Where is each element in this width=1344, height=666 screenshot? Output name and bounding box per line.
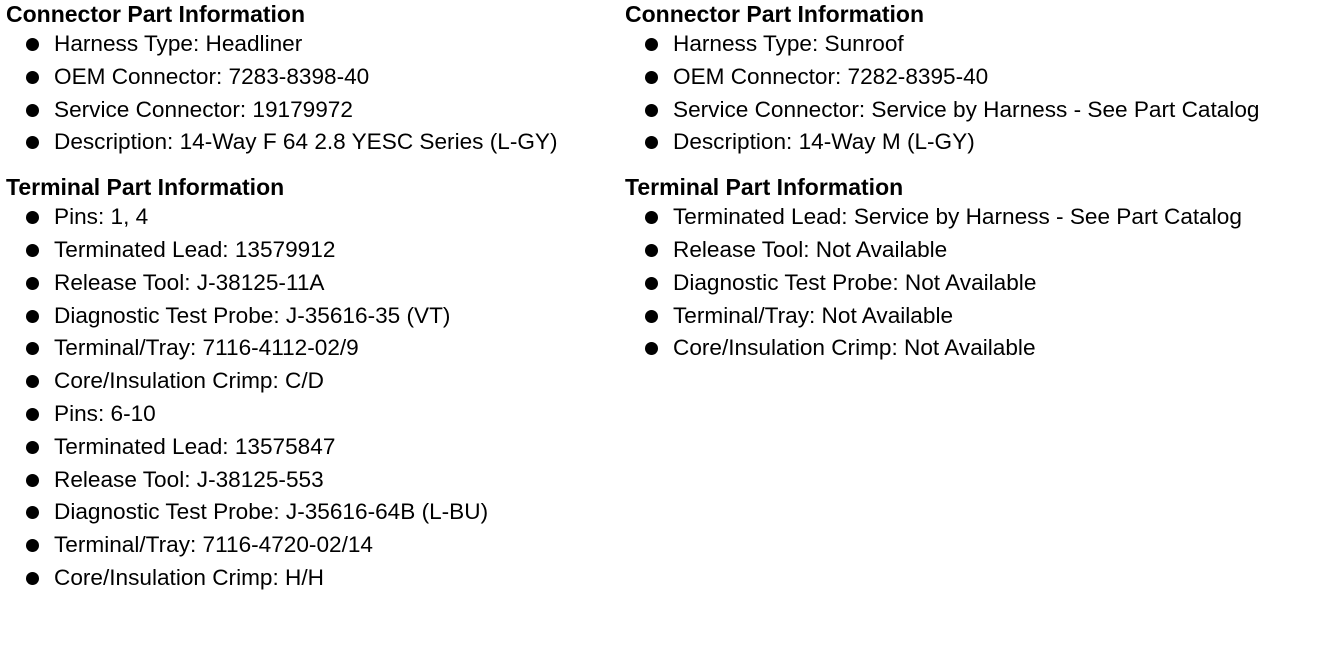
- list-item: [6, 28, 616, 61]
- list-item: [6, 562, 616, 595]
- connector-harness-type: Harness Type: Headliner: [54, 31, 303, 56]
- bullet-icon: [26, 104, 39, 117]
- terminal-crimp: Core/Insulation Crimp: C/D: [54, 368, 324, 394]
- list-item: [6, 300, 616, 333]
- bullet-icon: [645, 310, 658, 323]
- connector-harness-type: Harness Type: Sunroof: [673, 31, 904, 56]
- bullet-icon: [645, 342, 658, 355]
- bullet-icon: [26, 375, 39, 388]
- list-item: [6, 332, 616, 365]
- bullet-icon: [26, 408, 39, 421]
- terminal-part-heading: Terminal Part Information: [6, 174, 285, 201]
- bullet-icon: [26, 539, 39, 552]
- terminal-crimp: Core/Insulation Crimp: Not Available: [673, 335, 1036, 361]
- bullet-icon: [26, 310, 39, 323]
- list-item: [6, 267, 616, 300]
- bullet-icon: [645, 244, 658, 257]
- connector-part-list: [625, 28, 1340, 159]
- terminal-part-list-1: [625, 201, 1340, 365]
- connector-part-heading: Connector Part Information: [625, 1, 925, 27]
- list-item: [6, 496, 616, 529]
- terminal-crimp: Core/Insulation Crimp: H/H: [54, 564, 324, 590]
- list-item: [625, 201, 1340, 234]
- bullet-icon: [26, 211, 39, 224]
- bullet-icon: [26, 136, 39, 149]
- left-column: [6, 0, 616, 595]
- list-item: [625, 234, 1340, 267]
- list-item: [625, 300, 1340, 333]
- bullet-icon: [26, 244, 39, 257]
- terminal-tray: Terminal/Tray: Not Available: [673, 302, 954, 328]
- list-item: [6, 464, 616, 497]
- list-item: [6, 398, 616, 431]
- list-item: [625, 267, 1340, 300]
- bullet-icon: [26, 71, 39, 84]
- bullet-icon: [645, 136, 658, 149]
- terminal-part-heading: Terminal Part Information: [625, 174, 904, 201]
- bullet-icon: [26, 342, 39, 355]
- terminal-release-tool: Release Tool: J-38125-11A: [54, 269, 325, 295]
- terminal-part-list-1: [6, 201, 616, 398]
- list-item: [6, 365, 616, 398]
- connector-oem: OEM Connector: 7282-8395-40: [673, 63, 989, 89]
- list-item: [625, 61, 1340, 94]
- bullet-icon: [26, 277, 39, 290]
- bullet-icon: [26, 441, 39, 454]
- list-item: [6, 201, 616, 234]
- list-item: [625, 332, 1340, 365]
- terminal-tray: Terminal/Tray: 7116-4720-02/14: [54, 532, 373, 558]
- bullet-icon: [26, 38, 39, 51]
- list-item: [6, 94, 616, 127]
- connector-part-heading: Connector Part Information: [6, 1, 306, 27]
- terminal-release-tool: Release Tool: Not Available: [673, 236, 948, 262]
- bullet-icon: [26, 572, 39, 585]
- terminal-pins: Pins: 6-10: [54, 400, 156, 426]
- list-item: [625, 94, 1340, 127]
- list-item: [6, 61, 616, 94]
- terminal-terminated-lead: Terminated Lead: Service by Harness - See Part Catalog: [673, 204, 1242, 230]
- terminal-test-probe: Diagnostic Test Probe: J-35616-35 (VT): [54, 302, 451, 328]
- bullet-icon: [26, 474, 39, 487]
- right-column: [625, 0, 1340, 365]
- list-item: [6, 431, 616, 464]
- connector-oem: OEM Connector: 7283-8398-40: [54, 63, 370, 89]
- terminal-part-list-2: [6, 398, 616, 595]
- connector-service: Service Connector: 19179972: [54, 96, 353, 122]
- list-item: [625, 28, 1340, 61]
- connector-part-list: [6, 28, 616, 159]
- list-item: [6, 234, 616, 267]
- bullet-icon: [645, 277, 658, 290]
- terminal-pins: Pins: 1, 4: [54, 204, 149, 230]
- connector-service: Service Connector: Service by Harness - See Part Catalog: [673, 96, 1260, 122]
- list-item: [6, 529, 616, 562]
- terminal-release-tool: Release Tool: J-38125-553: [54, 466, 324, 492]
- list-item: [625, 126, 1340, 159]
- terminal-terminated-lead: Terminated Lead: 13575847: [54, 433, 336, 459]
- connector-description: Description: 14-Way F 64 2.8 YESC Series (L-GY): [54, 129, 558, 155]
- terminal-tray: Terminal/Tray: 7116-4112-02/9: [54, 335, 359, 361]
- terminal-terminated-lead: Terminated Lead: 13579912: [54, 236, 336, 262]
- connector-description: Description: 14-Way M (L-GY): [673, 129, 975, 155]
- terminal-test-probe: Diagnostic Test Probe: J-35616-64B (L-BU): [54, 499, 489, 525]
- bullet-icon: [645, 211, 658, 224]
- bullet-icon: [645, 71, 658, 84]
- bullet-icon: [26, 506, 39, 519]
- bullet-icon: [645, 104, 658, 117]
- terminal-test-probe: Diagnostic Test Probe: Not Available: [673, 269, 1037, 295]
- list-item: [6, 126, 616, 159]
- bullet-icon: [645, 38, 658, 51]
